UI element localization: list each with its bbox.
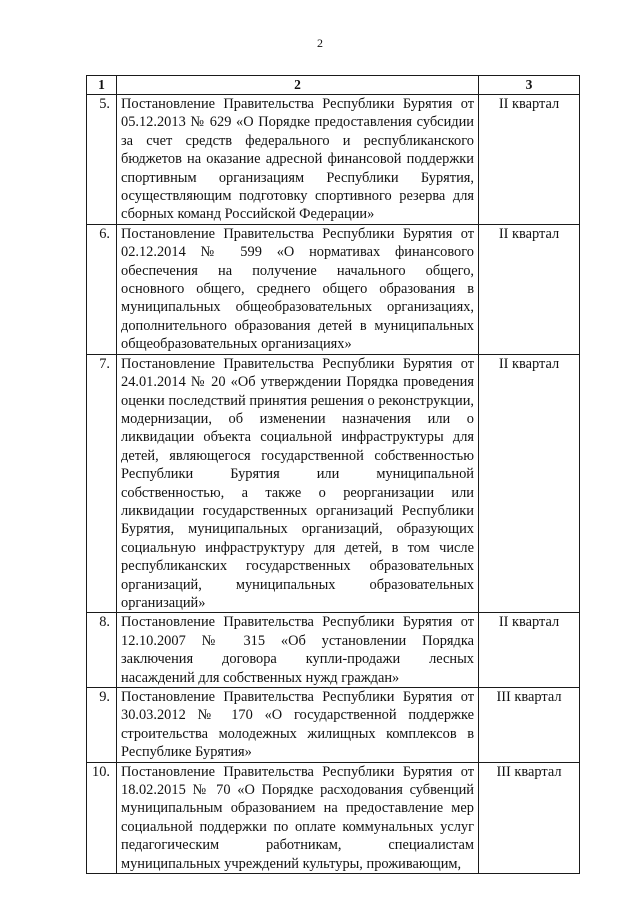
regulations-table [86,75,580,874]
row-number: 9. [87,688,117,763]
header-col-1: 1 [87,76,117,95]
row-document-text: Постановление Правительства Республики Бурятия от 30.03.2012 № 170 «О государственной поддержке строительства молодежных жилищных комплексов в Республике Бурятия» [117,688,479,763]
row-document-text: Постановление Правительства Республики Бурятия от 05.12.2013 № 629 «О Порядке предоставления субсидии за счет средств федерального и республиканского бюджетов на оказание адресной финансовой поддержки спортивным организациям Республики Бурятия, осуществляющим подготовку спортивного резерва для сборных команд Российской Федерации» [117,95,479,225]
row-term: III квартал [479,688,580,763]
row-document-text: Постановление Правительства Республики Бурятия от 18.02.2015 № 70 «О Порядке расходования субвенций муниципальным образованием на предоставление мер социальной поддержки по оплате коммунальных услуг педагогическим работникам, специалистам муниципальных учреждений культуры, проживающим, [117,762,479,873]
row-term: II квартал [479,354,580,613]
table-header-row [87,76,580,95]
row-number: 7. [87,354,117,613]
row-number: 10. [87,762,117,873]
page-number: 2 [317,36,323,50]
row-term: II квартал [479,613,580,688]
row-term: II квартал [479,224,580,354]
table-row [87,354,580,613]
table-row [87,613,580,688]
header-col-2: 2 [117,76,479,95]
header-col-3: 3 [479,76,580,95]
row-document-text: Постановление Правительства Республики Бурятия от 24.01.2014 № 20 «Об утверждении Порядка проведения оценки последствий принятия решения о реконструкции, модернизации, об изменении назначения или о ликвидации объекта социальной инфраструктуры для детей, являющегося государственной собственностью Республики Бурятия или муниципальной собственностью, а также о реорганизации или ликвидации государственных организаций Республики Бурятия, муниципальных организаций, образующих социальную инфраструктуру для детей, в том числе республиканских государственных образовательных организаций, муниципальных образовательных организаций» [117,354,479,613]
row-term: II квартал [479,95,580,225]
table-row [87,762,580,873]
table-row [87,95,580,225]
table-row [87,688,580,763]
row-number: 5. [87,95,117,225]
row-term: III квартал [479,762,580,873]
row-document-text: Постановление Правительства Республики Бурятия от 12.10.2007 № 315 «Об установлении Порядка заключения договора купли-продажи лесных насаждений для собственных нужд граждан» [117,613,479,688]
row-document-text: Постановление Правительства Республики Бурятия от 02.12.2014 № 599 «О нормативах финансового обеспечения на получение начального общего, основного общего, среднего общего образования в муниципальных общеобразовательных организациях, дополнительного образования детей в муниципальных общеобразовательных организациях» [117,224,479,354]
row-number: 8. [87,613,117,688]
table-row [87,224,580,354]
row-number: 6. [87,224,117,354]
